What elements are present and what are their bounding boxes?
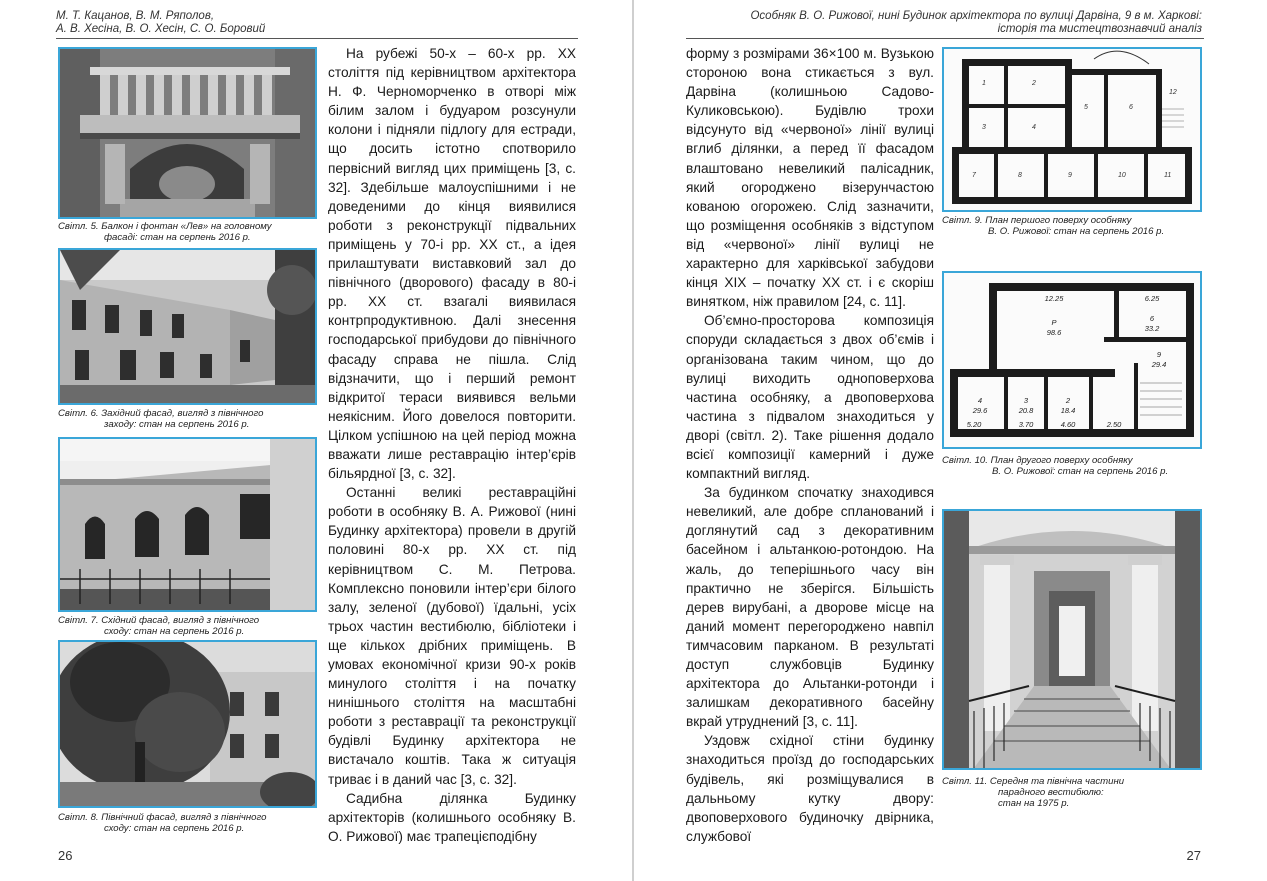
caption-fig-10-line2: В. О. Рижової: стан на серпень 2016 р. bbox=[992, 466, 1169, 477]
plan2-room-6-num: 2 bbox=[1065, 396, 1071, 405]
plan1-label-5: 5 bbox=[1084, 104, 1088, 111]
right-paragraph-4: Уздовж східної стіни будинку знаходиться проїзд до господарських будівель, які розміщувалися в дальньому кутку двору: двоповерхового будиночку двірника, службової bbox=[686, 733, 934, 844]
caption-fig-6-line1: Світл. 6. Західний фасад, вигляд з північного bbox=[58, 408, 264, 419]
left-body-text bbox=[328, 44, 576, 846]
plan2-dim-bottom-2: 3.70 bbox=[1018, 420, 1034, 429]
right-paragraph-1: форму з розмірами 36×100 м. Вузькою стороною вона стикається з вул. Дарвіна (колишньою Садово-Куликовською). Будівлю трохи відсунуто від «червоної» лінії вулиці вглиб ділянки, а перед її фасадом влаштовано невеликий палісадник, який огороджено візерунчастою кованою огорожею. Слід зазначити, що розміщення особняків з відступом від «червоної» лінії вулиці не характерно для харківської забудови кінця XIX – початку XX ст. і є скоріш винятком, ніж правилом [24, с. 11]. bbox=[686, 46, 934, 310]
caption-fig-11 bbox=[942, 776, 1124, 809]
plan2-dim-top-1: 12.25 bbox=[1044, 294, 1064, 303]
left-header-line2: А. В. Хесіна, В. О. Хесін, С. О. Боровий bbox=[56, 23, 266, 35]
plan2-dim-bottom-1: 5.20 bbox=[966, 420, 982, 429]
left-header-line1: М. Т. Кацанов, В. М. Ряполов, bbox=[56, 10, 215, 22]
caption-fig-8 bbox=[58, 812, 266, 834]
left-running-header bbox=[56, 10, 265, 36]
plan1-label-11: 11 bbox=[1164, 172, 1172, 179]
plan1-label-3: 3 bbox=[982, 124, 986, 131]
plan1-label-1: 1 bbox=[982, 80, 986, 87]
caption-fig-11-line2: парадного вестибюлю: bbox=[998, 787, 1104, 798]
caption-fig-10-line1: Світл. 10. План другого поверху особняку bbox=[942, 455, 1133, 466]
caption-fig-6 bbox=[58, 408, 263, 430]
plan1-label-10: 10 bbox=[1118, 172, 1126, 179]
plan2-room-2-num: 6 bbox=[1149, 314, 1155, 323]
caption-fig-5-line2: фасаді: стан на серпень 2016 р. bbox=[104, 232, 251, 243]
plan1-label-4: 4 bbox=[1032, 124, 1036, 131]
right-page bbox=[634, 0, 1267, 881]
caption-fig-7-line1: Світл. 7. Східний фасад, вигляд з північного bbox=[58, 615, 260, 626]
photo-west-facade bbox=[58, 248, 317, 405]
plan1-label-2: 2 bbox=[1032, 80, 1036, 87]
plan1-label-9: 9 bbox=[1068, 172, 1072, 179]
right-running-header bbox=[750, 10, 1202, 36]
caption-fig-7 bbox=[58, 615, 259, 637]
caption-fig-8-line2: сходу: стан на серпень 2016 р. bbox=[104, 823, 245, 834]
left-page bbox=[0, 0, 633, 881]
right-paragraph-2: Об’ємно-просторова композиція споруди складається з двох об’ємів і організована таким чином, що до вулиці виходить одноповерхова частина особняку, а двоповерхова частина з підвалом знаходиться у дворі (світл. 2). Таке рішення додало всієї композиції камерний і дуже компактний вигляд. bbox=[686, 313, 934, 482]
plan2-room-5-num: 3 bbox=[1023, 396, 1029, 405]
caption-fig-7-line2: сходу: стан на серпень 2016 р. bbox=[104, 626, 245, 637]
plan1-label-8: 8 bbox=[1018, 172, 1022, 179]
left-paragraph-1: На рубежі 50-х – 60-х рр. XX століття під керівництвом архітектора Н. Ф. Черноморченко в отворі між білим залом і будуаром розсунули колони і підняли підлогу для естради, що досить істотно спотворило первісний вигляд цих приміщень [3, с. 32]. Здебільше малоуспішними і не доведеними до кінця виявилися роботи з реконструкції підвальних приміщень у 70-і рр. XX ст., а ідея прилаштувати виставковий зал до північного (дворового) фасаду в 80-і рр. XX ст. взагалі виявилася контрпродуктивною. Далі знесення господарської прибудови до північного фасаду справа не пішла. Слід відзначити, що і перший ремонт відкритої тераси виявився вельми неякісним. Його довелося повторити. Цілком успішною на цей період можна вважати лише реставрацію інтер’єрів більярдної [3, с. 32]. bbox=[328, 46, 576, 482]
plan2-room-3-area: 29.4 bbox=[1151, 360, 1167, 369]
plan2-room-6-area: 18.4 bbox=[1060, 406, 1076, 415]
plan2-dim-top-2: 6.25 bbox=[1144, 294, 1160, 303]
caption-fig-10 bbox=[942, 455, 1168, 477]
plan2-room-1-num: Р bbox=[1051, 318, 1057, 327]
plan2-room-2-area: 33.2 bbox=[1144, 324, 1160, 333]
caption-fig-9-line1: Світл. 9. План першого поверху особняку bbox=[942, 215, 1132, 226]
plan2-room-4-area: 29.6 bbox=[972, 406, 988, 415]
caption-fig-6-line2: заходу: стан на серпень 2016 р. bbox=[104, 419, 250, 430]
photo-balcony-lion-fountain bbox=[58, 47, 317, 219]
plan2-room-4-num: 4 bbox=[977, 396, 983, 405]
plan1-label-12: 12 bbox=[1169, 89, 1177, 96]
right-paragraph-3: За будинком спочатку знаходився невеликий, але добре спланований і доглянутий сад з декоративним басейном і альтанкою-ротондою. На жаль, до теперішнього часу він практично не зберігся. Більшість дерев вирубані, а дворове місце на даний момент перегороджено навпіл тимчасовим парканом. В результаті доступ службовців Будинку архітектора до Альтанки-ротонди і залишкам декоративного басейну вкрай утруднений [3, с. 11]. bbox=[686, 485, 934, 730]
caption-fig-8-line1: Світл. 8. Північний фасад, вигляд з північного bbox=[58, 812, 267, 823]
caption-fig-11-line1: Світл. 11. Середня та північна частини bbox=[942, 776, 1125, 787]
caption-fig-11-line3: стан на 1975 р. bbox=[998, 798, 1070, 809]
photo-vestibule-interior bbox=[942, 509, 1202, 770]
photo-east-facade bbox=[58, 437, 317, 612]
left-paragraph-2: Останні великі реставраційні роботи в особняку В. А. Рижової (нині Будинку архітектора) провели в другій половині 80-х рр. XX ст. під керівництвом С. М. Петрова. Комплексно поновили інтер’єри білого залу, зеленої (дубової) їдальні, усіх трьох частин вестибюлю, бібліотеки і ще кількох дрібних приміщень. В умовах економічної кризи 90-х років минулого століття і на початку нинішнього століття на масштабні роботи з реставрації та реконструкції будівлі Будинку архітектора не вистачало коштів. Така ж ситуація триває і в даний час [3, с. 32]. bbox=[328, 485, 576, 787]
right-header-line1: Особняк В. О. Рижової, нині Будинок архітектора по вулиці Дарвіна, 9 в м. Харкові: bbox=[750, 10, 1202, 22]
caption-fig-5 bbox=[58, 221, 272, 243]
plan2-dim-bottom-4: 2.50 bbox=[1106, 420, 1122, 429]
photo-north-facade bbox=[58, 640, 317, 808]
left-paragraph-3: Садибна ділянка Будинку архітекторів (колишнього особняку В. О. Рижової) має трапецієподібну bbox=[328, 790, 576, 844]
caption-fig-9-line2: В. О. Рижової: стан на серпень 2016 р. bbox=[988, 226, 1165, 237]
page-number-left: 26 bbox=[58, 848, 73, 863]
plan1-label-7: 7 bbox=[972, 172, 976, 179]
plan2-dim-bottom-3: 4.60 bbox=[1060, 420, 1076, 429]
right-body-text bbox=[686, 44, 934, 846]
page-number-right: 27 bbox=[1186, 848, 1201, 863]
right-header-line2: історія та мистецтвознавчий аналіз bbox=[997, 23, 1202, 35]
floor-plan-second-floor bbox=[942, 271, 1202, 449]
left-header-rule bbox=[56, 38, 578, 39]
caption-fig-9 bbox=[942, 215, 1164, 237]
right-header-rule bbox=[686, 38, 1204, 39]
caption-fig-5-line1: Світл. 5. Балкон і фонтан «Лев» на головному bbox=[58, 221, 272, 232]
plan2-room-5-area: 20.8 bbox=[1018, 406, 1034, 415]
floor-plan-first-floor bbox=[942, 47, 1202, 212]
plan1-label-6: 6 bbox=[1129, 104, 1133, 111]
plan2-room-1-area: 98.6 bbox=[1046, 328, 1062, 337]
plan2-room-3-num: 9 bbox=[1156, 350, 1162, 359]
